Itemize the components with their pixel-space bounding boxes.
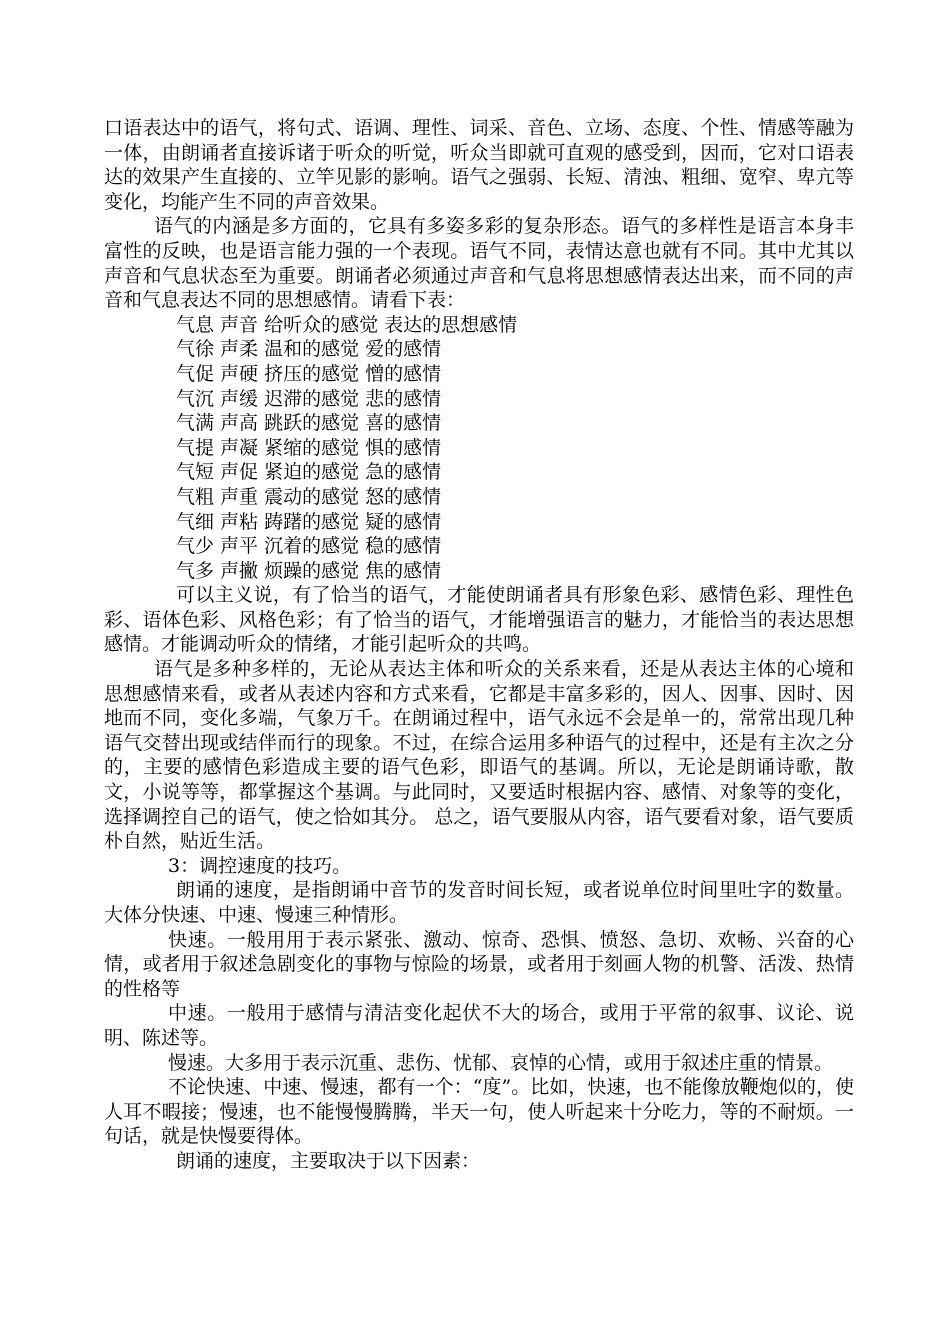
- table-row: 气促 声硬 挤压的感觉 憎的感情: [176, 362, 442, 385]
- section-heading-speed: 3：调控速度的技巧。: [168, 854, 352, 877]
- paragraph-tone-connotation: 语气的内涵是多方面的，它具有多姿多彩的复杂形态。语气的多样性是语言本身丰富性的反映，也是语言能力强的一个表现。语气不同，表情达意也就有不同。其中尤其以声音和气息状态至为重要。朗诵者必须通过声音和气息将思想感情表达出来，而不同的声音和气息表达不同的思想感情。请看下表：: [104, 215, 854, 312]
- table-row: 气细 声粘 踌躇的感觉 疑的感情: [176, 510, 442, 533]
- table-row: 气沉 声缓 迟滞的感觉 悲的感情: [176, 387, 442, 410]
- table-row: 气提 声凝 紧缩的感觉 惧的感情: [176, 436, 442, 459]
- paragraph-speed-factors: 朗诵的速度，主要取决于以下因素：: [176, 1149, 481, 1172]
- paragraph-tone-variety: 语气是多种多样的，无论从表达主体和听众的关系来看，还是从表达主体的心境和思想感情来看，或者从表述内容和方式来看，它都是丰富多彩的，因人、因事、因时、因地而不同，变化多端，气象万千。在朗诵过程中，语气永远不会是单一的，常常出现几种语气交替出现或结伴而行的现象。不过，在综合运用多种语气的过程中，还是有主次之分的，主要的感情色彩造成主要的语气色彩，即语气的基调。所以，无论是朗诵诗歌，散文，小说等等，都掌握这个基调。与此同时，又要适时根据内容、感情、对象等的变化，选择调控自己的语气，使之恰如其分。 总之，语气要服从内容，语气要看对象，语气要质朴自然，贴近生活。: [104, 658, 854, 853]
- breath-voice-table: [104, 313, 854, 584]
- table-row: 气满 声高 跳跃的感觉 喜的感情: [176, 412, 442, 435]
- paragraph-fast-speed: 快速。一般用用于表示紧张、激动、惊奇、恐惧、愤怒、急切、欢畅、兴奋的心情，或者用于叙述急剧变化的事物与惊险的场景，或者用于刻画人物的机警、活泼、热情的性格等: [104, 928, 854, 1000]
- paragraph-speed-definition: 朗诵的速度，是指朗诵中音节的发音时间长短，或者说单位时间里吐字的数量。大体分快速、中速、慢速三种情形。: [104, 879, 854, 926]
- table-row: 气多 声撇 烦躁的感觉 焦的感情: [176, 559, 442, 582]
- table-row: 气粗 声重 震动的感觉 怒的感情: [176, 485, 442, 508]
- table-row: 气少 声平 沉着的感觉 稳的感情: [176, 535, 442, 558]
- table-row: 气短 声促 紧迫的感觉 急的感情: [176, 461, 442, 484]
- paragraph-intro: 口语表达中的语气，将句式、语调、理性、词采、音色、立场、态度、个性、情感等融为一体，由朗诵者直接诉诸于听众的听觉，听众当即就可直观的感受到，因而，它对口语表达的效果产生直接的、立竿见影的影响。语气之强弱、长短、清浊、粗细、宽窄、卑亢等变化，均能产生不同的声音效果。: [104, 117, 854, 213]
- table-header-row: 气息 声音 给听众的感觉 表达的思想感情: [176, 313, 518, 336]
- paragraph-proper-tone: 可以主义说，有了恰当的语气，才能使朗诵者具有形象色彩、感情色彩、理性色彩、语体色彩、风格色彩；有了恰当的语气，才能增强语言的魅力，才能恰当的表达思想感情。才能调动听众的情绪，才能引起听众的共鸣。: [104, 584, 854, 656]
- paragraph-speed-degree: 不论快速、中速、慢速，都有一个：“度”。比如，快速，也不能像放鞭炮似的，使人耳不暇接；慢速，也不能慢慢腾腾，半天一句，使人听起来十分吃力，等的不耐烦。一句话，就是快慢要得体。: [104, 1076, 854, 1148]
- paragraph-medium-speed: 中速。一般用于感情与清洁变化起伏不大的场合，或用于平常的叙事、议论、说明、陈述等。: [104, 1002, 854, 1049]
- table-row: 气徐 声柔 温和的感觉 爱的感情: [176, 338, 442, 361]
- document-page: [104, 116, 854, 1174]
- paragraph-slow-speed: 慢速。大多用于表示沉重、悲伤、忧郁、哀悼的心情，或用于叙述庄重的情景。: [168, 1051, 834, 1074]
